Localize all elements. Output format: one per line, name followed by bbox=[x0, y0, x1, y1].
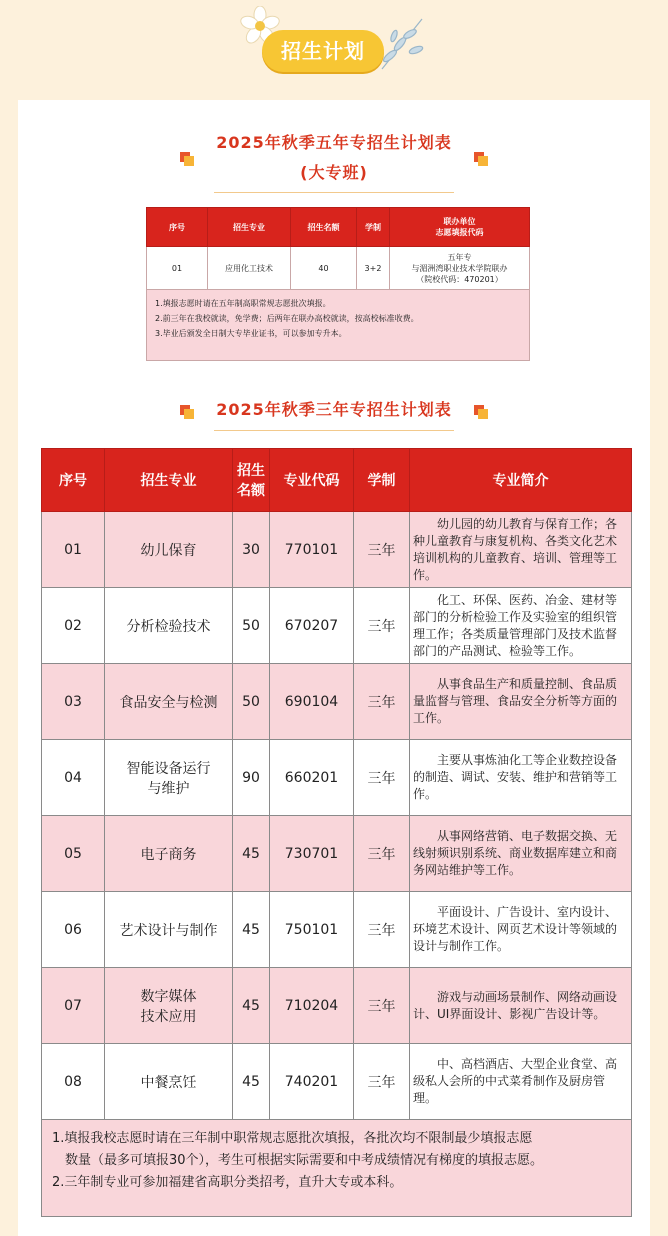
cell-major: 电子商务 bbox=[105, 816, 233, 892]
col-header-quota: 招生 名额 bbox=[233, 449, 270, 512]
cell-code: 770101 bbox=[270, 512, 354, 588]
cell-major: 应用化工技术 bbox=[208, 247, 291, 290]
cell-code: 750101 bbox=[270, 892, 354, 968]
table-row bbox=[42, 664, 632, 740]
leaves-icon bbox=[372, 14, 432, 74]
cell-no: 05 bbox=[42, 816, 105, 892]
cell-major: 幼儿保育 bbox=[105, 512, 233, 588]
table-row bbox=[147, 247, 530, 290]
cell-no: 04 bbox=[42, 740, 105, 816]
cell-no: 08 bbox=[42, 1044, 105, 1120]
cell-major: 数字媒体 技术应用 bbox=[105, 968, 233, 1044]
table-row bbox=[42, 892, 632, 968]
cell-duration: 三年 bbox=[354, 892, 410, 968]
cell-quota: 50 bbox=[233, 664, 270, 740]
cell-quota: 45 bbox=[233, 968, 270, 1044]
cell-no: 06 bbox=[42, 892, 105, 968]
cell-duration: 三年 bbox=[354, 968, 410, 1044]
cell-major: 食品安全与检测 bbox=[105, 664, 233, 740]
cell-quota: 45 bbox=[233, 1044, 270, 1120]
five-year-table bbox=[146, 207, 530, 361]
five-year-notes: 1.填报志愿时请在五年制高职常规志愿批次填报。 2.前三年在我校就读，免学费；后两年在联办高校就读，按高校标准收费。 3.毕业后颁发全日制大专毕业证书，可以参加专升本。 bbox=[147, 290, 530, 361]
table-row bbox=[42, 512, 632, 588]
col-header-partner: 联办单位 志愿填报代码 bbox=[390, 208, 530, 247]
col-header-duration: 学制 bbox=[357, 208, 390, 247]
cell-no: 01 bbox=[147, 247, 208, 290]
cell-code: 670207 bbox=[270, 588, 354, 664]
table-row bbox=[42, 588, 632, 664]
header-banner bbox=[0, 0, 668, 90]
cell-major: 智能设备运行 与维护 bbox=[105, 740, 233, 816]
table-row bbox=[42, 1044, 632, 1120]
table-row bbox=[42, 968, 632, 1044]
cell-code: 730701 bbox=[270, 816, 354, 892]
three-year-title: 2025年秋季三年专招生计划表 bbox=[216, 400, 452, 419]
content-card bbox=[18, 100, 650, 1236]
col-header-intro: 专业简介 bbox=[410, 449, 632, 512]
cell-intro: 从事食品生产和质量控制、食品质量监督与管理、食品安全分析等方面的工作。 bbox=[410, 664, 632, 740]
cell-code: 660201 bbox=[270, 740, 354, 816]
cell-duration: 3+2 bbox=[357, 247, 390, 290]
col-header-code: 专业代码 bbox=[270, 449, 354, 512]
table-row bbox=[42, 740, 632, 816]
title-decoration-icon bbox=[180, 152, 194, 166]
title-underline bbox=[214, 192, 454, 193]
cell-major: 中餐烹饪 bbox=[105, 1044, 233, 1120]
cell-duration: 三年 bbox=[354, 816, 410, 892]
cell-quota: 50 bbox=[233, 588, 270, 664]
cell-intro: 游戏与动画场景制作、网络动画设计、UI界面设计、影视广告设计等。 bbox=[410, 968, 632, 1044]
cell-code: 690104 bbox=[270, 664, 354, 740]
three-year-notes: 1.填报我校志愿时请在三年制中职常规志愿批次填报，各批次均不限制最少填报志愿 数量（最多可填报30个），考生可根据实际需要和中考成绩情况有梯度的填报志愿。 2.三年制专业可参加福建省高职分类招考，直升大专或本科。 bbox=[42, 1120, 632, 1217]
title-decoration-icon bbox=[474, 152, 488, 166]
cell-no: 03 bbox=[42, 664, 105, 740]
cell-intro: 化工、环保、医药、冶金、建材等部门的分析检验工作及实验室的组织管理工作；各类质量管理部门及技术监督部门的产品测试、检验等工作。 bbox=[410, 588, 632, 664]
title-decoration-icon bbox=[474, 405, 488, 419]
col-header-duration: 学制 bbox=[354, 449, 410, 512]
col-header-major: 招生专业 bbox=[208, 208, 291, 247]
cell-no: 02 bbox=[42, 588, 105, 664]
cell-no: 07 bbox=[42, 968, 105, 1044]
cell-quota: 90 bbox=[233, 740, 270, 816]
col-header-quota: 招生名额 bbox=[291, 208, 357, 247]
section-title-pill: 招生计划 bbox=[262, 30, 384, 72]
title-decoration-icon bbox=[180, 405, 194, 419]
cell-duration: 三年 bbox=[354, 740, 410, 816]
cell-quota: 40 bbox=[291, 247, 357, 290]
cell-duration: 三年 bbox=[354, 512, 410, 588]
five-year-title: 2025年秋季五年专招生计划表 bbox=[216, 133, 452, 152]
three-year-table bbox=[41, 448, 632, 1217]
col-header-major: 招生专业 bbox=[105, 449, 233, 512]
cell-intro: 幼儿园的幼儿教育与保育工作；各种儿童教育与康复机构、各类文化艺术培训机构的儿童教育、培训、管理等工作。 bbox=[410, 512, 632, 588]
cell-code: 740201 bbox=[270, 1044, 354, 1120]
title-underline bbox=[214, 430, 454, 431]
cell-no: 01 bbox=[42, 512, 105, 588]
cell-intro: 主要从事炼油化工等企业数控设备的制造、调试、安装、维护和营销等工作。 bbox=[410, 740, 632, 816]
col-header-no: 序号 bbox=[147, 208, 208, 247]
table-row bbox=[42, 816, 632, 892]
cell-duration: 三年 bbox=[354, 1044, 410, 1120]
cell-code: 710204 bbox=[270, 968, 354, 1044]
cell-duration: 三年 bbox=[354, 664, 410, 740]
cell-major: 艺术设计与制作 bbox=[105, 892, 233, 968]
cell-intro: 从事网络营销、电子数据交换、无线射频识别系统、商业数据库建立和商务网站维护等工作。 bbox=[410, 816, 632, 892]
cell-intro: 中、高档酒店、大型企业食堂、高级私人会所的中式菜肴制作及厨房管理。 bbox=[410, 1044, 632, 1120]
cell-duration: 三年 bbox=[354, 588, 410, 664]
cell-intro: 平面设计、广告设计、室内设计、环境艺术设计、网页艺术设计等领域的设计与制作工作。 bbox=[410, 892, 632, 968]
five-year-subtitle: (大专班) bbox=[300, 163, 368, 182]
cell-quota: 45 bbox=[233, 816, 270, 892]
cell-quota: 45 bbox=[233, 892, 270, 968]
cell-partner: 五年专 与湄洲湾职业技术学院联办 （院校代码：470201） bbox=[390, 247, 530, 290]
col-header-no: 序号 bbox=[42, 449, 105, 512]
cell-major: 分析检验技术 bbox=[105, 588, 233, 664]
cell-quota: 30 bbox=[233, 512, 270, 588]
